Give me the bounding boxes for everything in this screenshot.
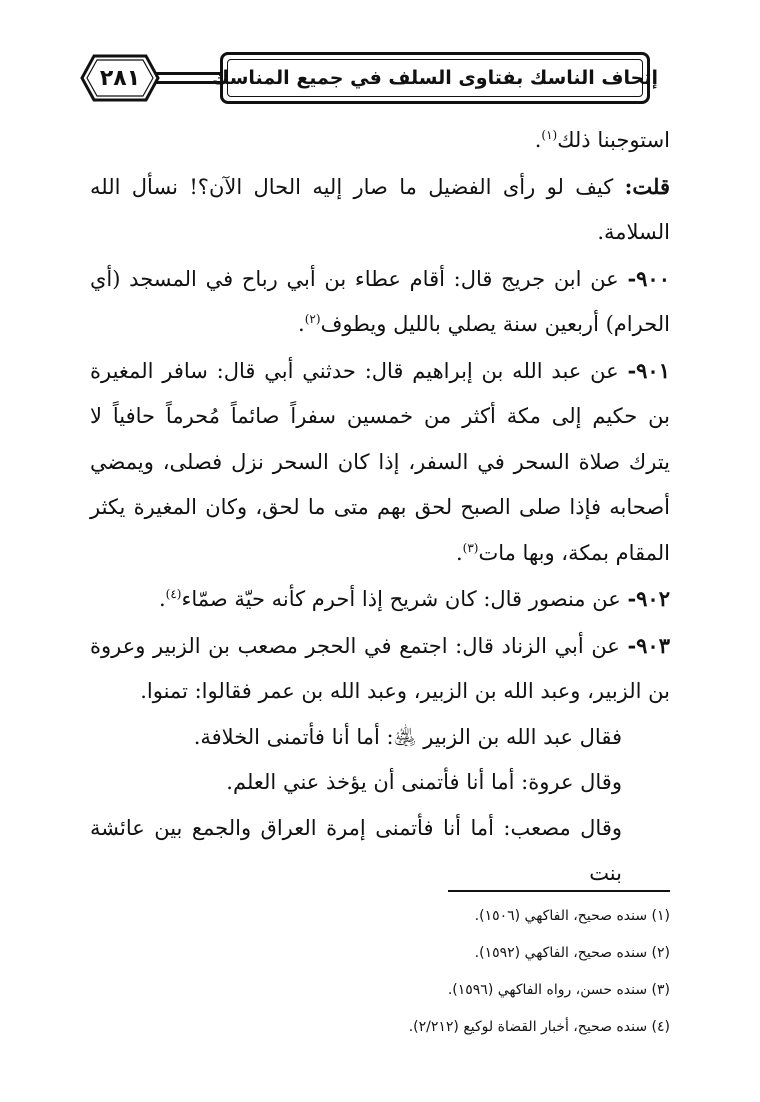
footnote: (٤) سنده صحيح، أخبار القضاة لوكيع (٢/٢١٢). [408,1019,670,1035]
page-number-badge [80,54,160,102]
paragraph [90,164,670,256]
header-title-box [212,52,658,104]
paragraph-text: عن ابن جريج قال: أقام عطاء بن أبي رباح في المسجد (أي الحرام) أربعين سنة يصلي بالليل ويطوف [90,266,670,336]
page-number: ٢٨١ [99,65,141,91]
paragraph-text: وقال مصعب: أما أنا فأتمنى إمرة العراق والجمع بين عائشة بنت [90,815,622,885]
paragraph-end: . [158,587,166,611]
page-body [90,118,670,897]
paragraph-text: عن منصور قال: كان شريح إذا أحرم كأنه حيّة صمّاء [181,587,628,611]
footnote-separator [448,890,670,892]
paragraph-end: . [455,540,463,565]
paragraph-text: وقال عروة: أما أنا فأتمنى أن يؤخذ عني العلم. [226,770,622,794]
header-title-frame [212,59,658,97]
paragraph-end: . [534,128,542,152]
footnotes [90,898,670,1046]
paragraph-end: . [298,312,305,336]
paragraph [90,760,670,806]
entry-number: ٩٠٣- [627,632,670,658]
paragraph [90,806,670,897]
paragraph-text: عن عبد الله بن إبراهيم قال: حدثني أبي قال: سافر المغيرة بن حكيم إلى مكة أكثر من خمسين سفراً صائماً مُحرماً حافياً لا يترك صلاة السحر في السفر، إذا كان السحر نزل فصلى، ويمضي أصحابه فإذا صلى الصبح لحق بهم متى ما لحق، وكان المغيرة يكثر المقام بمكة، وبها مات [90,358,670,565]
paragraph [90,576,670,623]
footnote-ref: (٣) [462,540,479,555]
paragraph-lead: قلت: [624,173,670,199]
page-header [80,52,658,110]
entry-number: ٩٠٠- [627,265,670,291]
footnote: (٢) سنده صحيح، الفاكهي (١٥٩٢). [474,945,670,961]
paragraph [90,118,670,164]
book-title: إتحاف الناسك بفتاوى السلف في جميع المناسك [212,67,658,89]
paragraph-text: فقال عبد الله بن الزبير ﵁: أما أنا فأتمنى الخلافة. [193,724,622,749]
paragraph [90,348,670,577]
paragraph [90,715,670,761]
entry-number: ٩٠٢- [627,586,670,611]
footnote: (٣) سنده حسن، رواه الفاكهي (١٥٩٦). [447,982,670,998]
paragraph-text: كيف لو رأى الفضيل ما صار إليه الحال الآن؟! نسأل الله السلامة. [90,174,670,244]
paragraph-text: عن أبي الزناد قال: اجتمع في الحجر مصعب بن الزبير وعروة بن الزبير، وعبد الله بن الزبير، وعبد الله بن عمر فقالوا: تمنوا. [90,633,670,703]
footnote: (١) سنده صحيح، الفاكهي (١٥٠٦). [474,908,670,924]
footnote-ref: (٤) [165,587,182,601]
entry-number: ٩٠١- [627,357,670,383]
footnote-ref: (٢) [304,312,321,326]
footnote-ref: (١) [541,128,558,142]
paragraph [90,623,670,715]
paragraph [90,256,670,348]
paragraph-text: استوجبنا ذلك [557,128,670,152]
